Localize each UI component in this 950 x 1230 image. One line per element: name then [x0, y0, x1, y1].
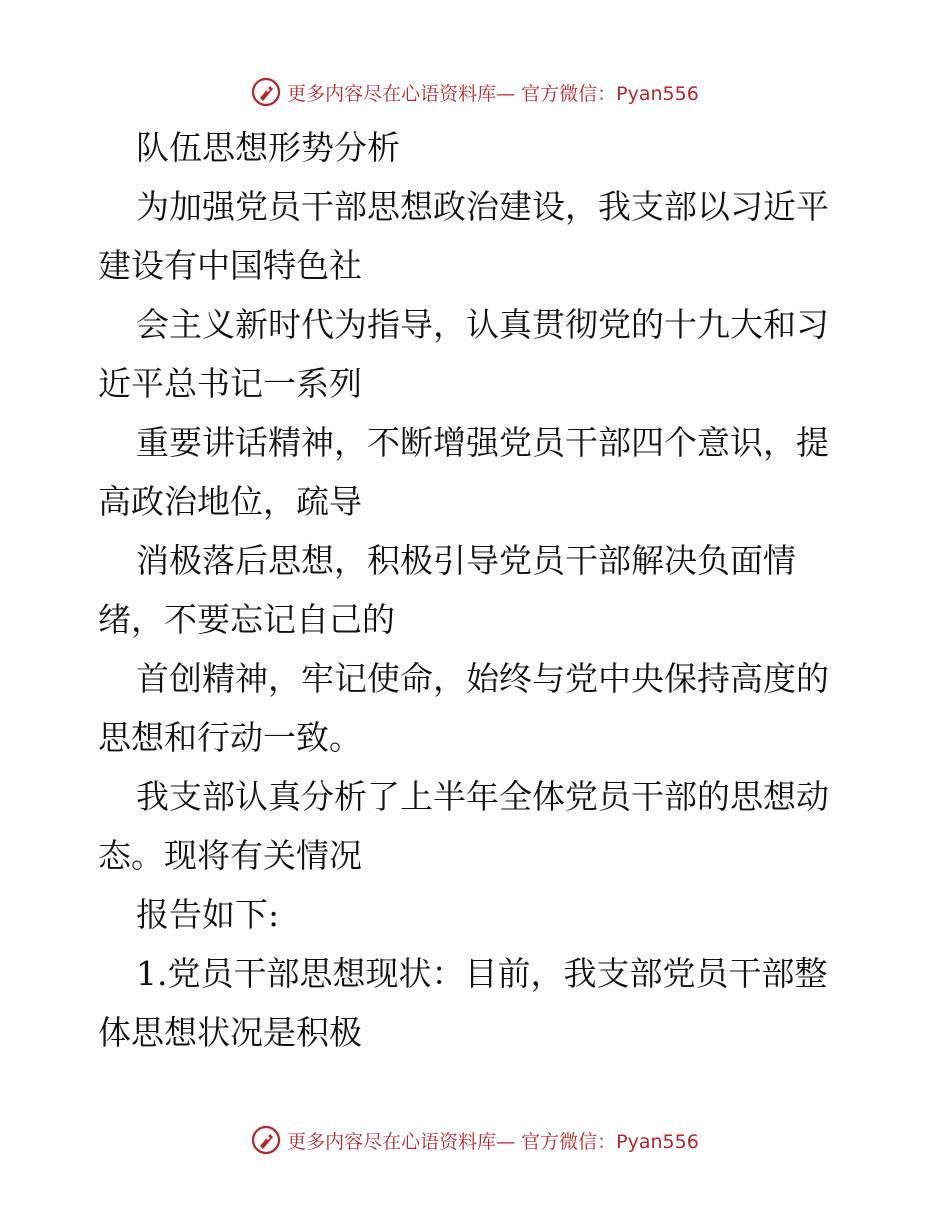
- pen-nib-logo-icon: [251, 1125, 281, 1155]
- paragraph-line: 建设有中国特色社: [98, 246, 362, 285]
- header-watermark: [0, 72, 950, 112]
- paragraph-line: 会主义新时代为指导，认真贯彻党的十九大和习: [136, 305, 829, 344]
- watermark-contact: 官方微信：Pyan556: [521, 82, 699, 105]
- pen-nib-logo-icon: [251, 77, 281, 107]
- paragraph-line: 为加强党员干部思想政治建设，我支部以习近平: [136, 187, 829, 226]
- paragraph-line: 重要讲话精神，不断增强党员干部四个意识，提: [136, 423, 829, 462]
- paragraph-line: 报告如下:: [136, 895, 280, 934]
- paragraph-line: 近平总书记一系列: [98, 364, 362, 403]
- watermark-contact: 官方微信：Pyan556: [521, 1130, 699, 1153]
- paragraph-line: 首创精神，牢记使命，始终与党中央保持高度的: [136, 659, 829, 698]
- watermark-text: 更多内容尽在心语资料库—: [287, 1130, 516, 1153]
- footer-watermark: [0, 1120, 950, 1160]
- paragraph-line: 高政治地位，疏导: [98, 482, 362, 521]
- watermark-text: 更多内容尽在心语资料库—: [287, 82, 516, 105]
- paragraph-line: 体思想状况是积极: [98, 1013, 362, 1052]
- paragraph-line: 我支部认真分析了上半年全体党员干部的思想动: [136, 777, 829, 816]
- paragraph-line: 态。现将有关情况: [98, 836, 362, 875]
- paragraph-line: 绪，不要忘记自己的: [98, 600, 395, 639]
- paragraph-line: 思想和行动一致。: [98, 718, 362, 757]
- paragraph-line: 消极落后思想，积极引导党员干部解决负面情: [136, 541, 796, 580]
- paragraph-line: 1.党员干部思想现状：目前，我支部党员干部整: [136, 954, 828, 993]
- document-title: 队伍思想形势分析: [136, 128, 400, 167]
- document-body: [98, 118, 858, 1062]
